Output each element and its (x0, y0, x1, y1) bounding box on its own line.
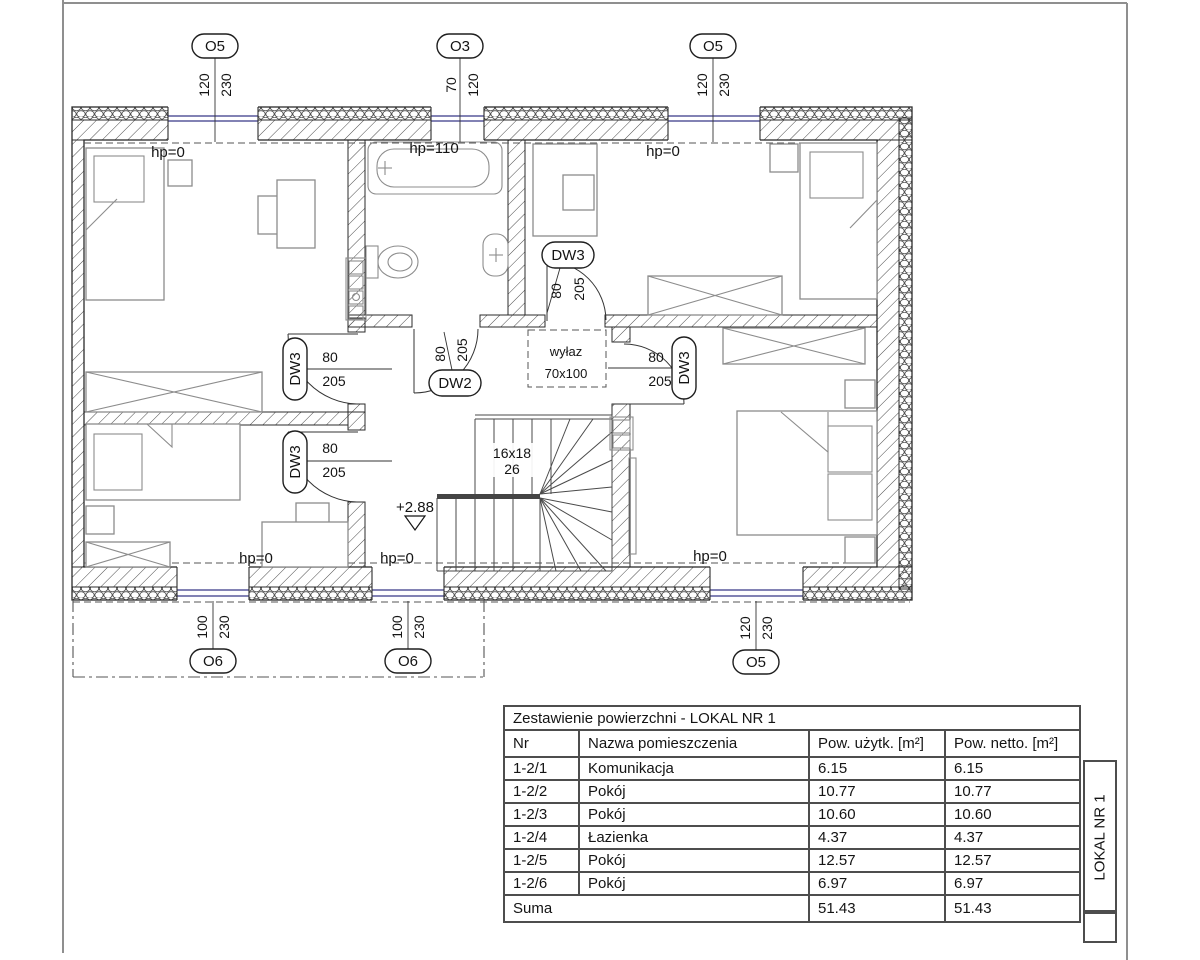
table-cell: 6.15 (945, 757, 1080, 780)
table-title: Zestawienie powierzchni - LOKAL NR 1 (504, 706, 1080, 730)
svg-text:100: 100 (194, 615, 210, 639)
table-cell: 12.57 (945, 849, 1080, 872)
table-cell: 6.15 (809, 757, 945, 780)
level-marker-icon (405, 516, 425, 530)
wardrobe (648, 276, 782, 315)
table-row (504, 757, 1080, 780)
table-side-label: LOKAL NR 1 (1083, 760, 1117, 914)
table-cell: 1-2/5 (504, 849, 579, 872)
door-label: DW3 (676, 351, 693, 385)
table-cell: 1-2/2 (504, 780, 579, 803)
table-cell: 10.60 (945, 803, 1080, 826)
window-label: O5 (702, 38, 724, 55)
nightstand (770, 144, 798, 172)
window-label: O6 (397, 653, 419, 670)
svg-text:205: 205 (571, 277, 587, 301)
hp-label-top-left: hp=0 (151, 144, 185, 161)
table-cell: Pokój (579, 849, 809, 872)
chair (563, 175, 594, 210)
window-label: O5 (204, 38, 226, 55)
table-cell: Pokój (579, 803, 809, 826)
table-cell: 1-2/1 (504, 757, 579, 780)
table-cell: 6.97 (809, 872, 945, 895)
bed (86, 424, 240, 500)
hp-label-bottom-right: hp=0 (693, 548, 727, 565)
svg-text:80: 80 (322, 349, 338, 365)
door-label: DW3 (287, 445, 304, 479)
table-suma-row (504, 895, 1080, 922)
nightstand (168, 160, 192, 186)
wardrobe (86, 372, 262, 412)
svg-text:100: 100 (389, 615, 405, 639)
landing-edge (437, 494, 540, 499)
desk (262, 522, 348, 567)
col-header-nr: Nr (504, 730, 579, 757)
table-cell: Pokój (579, 872, 809, 895)
bed (800, 143, 877, 299)
table-cell: 10.60 (809, 803, 945, 826)
wardrobe (86, 542, 170, 567)
hp-label-corridor: hp=0 (380, 550, 414, 567)
attic-hatch-label: wyłaz (549, 344, 583, 359)
table-cell: 1-2/3 (504, 803, 579, 826)
hp-label-bathroom: hp=110 (409, 140, 459, 157)
door-label: DW3 (551, 247, 585, 264)
door-label: DW2 (438, 375, 472, 392)
svg-text:230: 230 (411, 615, 427, 639)
svg-text:230: 230 (759, 616, 775, 640)
nightstand (86, 506, 114, 534)
staircase (437, 415, 633, 571)
table-row (504, 780, 1080, 803)
bathroom-fixtures (346, 142, 508, 320)
table-row (504, 826, 1080, 849)
table-cell: 12.57 (809, 849, 945, 872)
toilet (366, 246, 418, 278)
door-label: DW3 (287, 352, 304, 386)
wardrobe (723, 328, 865, 364)
svg-text:70: 70 (443, 77, 459, 93)
svg-text:80: 80 (548, 283, 564, 299)
hp-label-bottom-left: hp=0 (239, 550, 273, 567)
attic-hatch-size: 70x100 (544, 366, 588, 381)
table-cell: 10.77 (809, 780, 945, 803)
stairs-steps-label: 16x18 (492, 445, 532, 461)
window-label: O3 (449, 38, 471, 55)
level-marker-label: +2.88 (396, 499, 434, 516)
hp-label-top-right: hp=0 (646, 143, 680, 160)
table-row (504, 849, 1080, 872)
window-label: O6 (202, 653, 224, 670)
stairs-width-label: 26 (504, 461, 520, 477)
col-header-name: Nazwa pomieszczenia (579, 730, 809, 757)
table-side-empty-cell (1083, 910, 1117, 943)
svg-text:80: 80 (432, 346, 448, 362)
table-cell: 1-2/6 (504, 872, 579, 895)
table-cell: 10.77 (945, 780, 1080, 803)
room-top-left-furniture (86, 148, 315, 412)
svg-text:205: 205 (322, 373, 346, 389)
svg-text:230: 230 (216, 615, 232, 639)
window-label: O5 (745, 654, 767, 671)
table-cell: 4.37 (945, 826, 1080, 849)
bed (86, 148, 164, 300)
suma-usable: 51.43 (809, 895, 945, 922)
sink (483, 234, 508, 276)
desk (277, 180, 315, 248)
table-cell: Komunikacja (579, 757, 809, 780)
table-row (504, 803, 1080, 826)
room-bottom-right-furniture (629, 328, 877, 563)
col-header-net-area: Pow. netto. [m²] (945, 730, 1080, 757)
table-cell: 1-2/4 (504, 826, 579, 849)
nightstand (845, 537, 875, 563)
col-header-usable-area: Pow. użytk. [m²] (809, 730, 945, 757)
bed (737, 411, 877, 535)
table-cell: 4.37 (809, 826, 945, 849)
area-table (503, 705, 1081, 923)
room-bottom-left-furniture (86, 424, 348, 567)
suma-net: 51.43 (945, 895, 1080, 922)
svg-text:120: 120 (694, 73, 710, 97)
attic-hatch (528, 330, 606, 387)
svg-text:205: 205 (322, 464, 346, 480)
svg-text:120: 120 (737, 616, 753, 640)
svg-text:205: 205 (454, 338, 470, 362)
table-cell: Pokój (579, 780, 809, 803)
svg-text:230: 230 (218, 73, 234, 97)
svg-text:230: 230 (716, 73, 732, 97)
table-cell: Łazienka (579, 826, 809, 849)
svg-text:80: 80 (648, 349, 664, 365)
svg-text:120: 120 (196, 73, 212, 97)
svg-text:80: 80 (322, 440, 338, 456)
svg-text:120: 120 (465, 73, 481, 97)
table-cell: 6.97 (945, 872, 1080, 895)
table-row (504, 872, 1080, 895)
chair (258, 196, 278, 234)
svg-text:205: 205 (648, 373, 672, 389)
nightstand (845, 380, 875, 408)
suma-label: Suma (504, 895, 809, 922)
